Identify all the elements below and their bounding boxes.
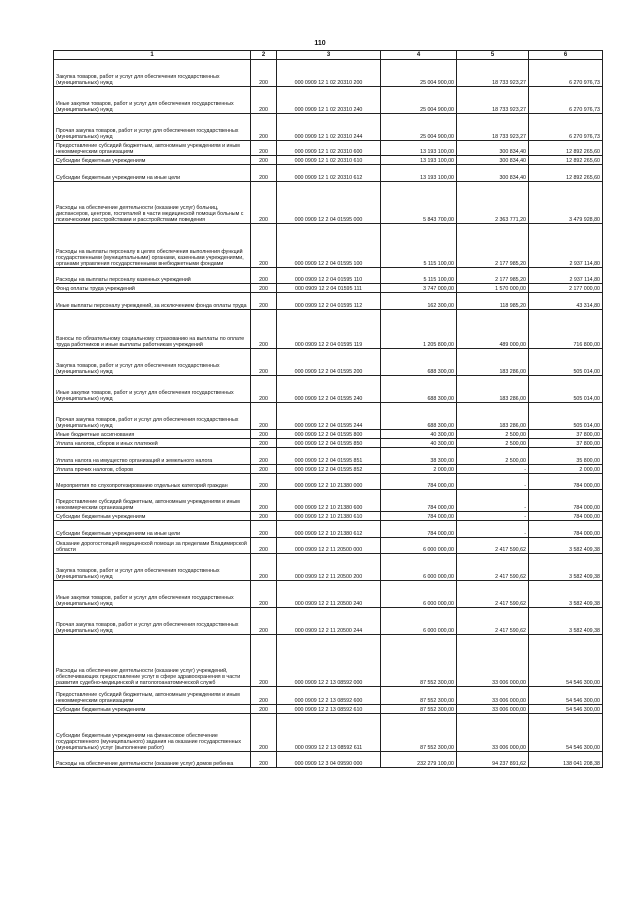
unexecuted-amount-cell: 3 582 409,38 [529,608,603,635]
approved-amount-cell: 784 000,00 [381,490,457,512]
approved-amount-cell: 25 004 900,00 [381,87,457,114]
column-number-header-row [54,51,603,60]
executed-amount-cell: - [457,465,529,474]
budget-classification-code-cell: 000 0909 12 2 10 21380 612 [277,521,381,538]
unexecuted-amount-cell: 3 582 409,38 [529,581,603,608]
row-code-cell: 200 [251,60,277,87]
executed-amount-cell: 33 006 000,00 [457,635,529,687]
row-name-cell: Расходы на обеспечение деятельности (оказание услуг) больниц, диспансеров, центров, госпиталей в части медицинской помощи больным с психическими расстройствами и расстройствами поведения [54,182,251,224]
executed-amount-cell: 2 500,00 [457,439,529,448]
executed-amount-cell: 33 006 000,00 [457,705,529,714]
table-row [54,165,603,182]
table-row [54,60,603,87]
unexecuted-amount-cell: 2 937 114,80 [529,268,603,284]
executed-amount-cell: 33 006 000,00 [457,687,529,705]
approved-amount-cell: 13 193 100,00 [381,156,457,165]
budget-classification-code-cell: 000 0909 12 2 10 21380 000 [277,474,381,490]
table-row [54,554,603,581]
budget-classification-code-cell: 000 0909 12 2 13 08592 600 [277,687,381,705]
table-row [54,538,603,554]
budget-execution-table [53,50,603,768]
unexecuted-amount-cell: 784 000,00 [529,521,603,538]
approved-amount-cell: 13 193 100,00 [381,165,457,182]
row-name-cell: Расходы на выплаты персоналу в целях обеспечения выполнения функций государственными (муниципальными) органами, казенными учреждениями, органами управления государственными внебюджетными фондами [54,224,251,268]
unexecuted-amount-cell: 6 270 976,73 [529,60,603,87]
budget-classification-code-cell: 000 0909 12 1 02 20310 244 [277,114,381,141]
row-name-cell: Прочая закупка товаров, работ и услуг для обеспечения государственных (муниципальных) нужд [54,608,251,635]
unexecuted-amount-cell: 2 937 114,80 [529,224,603,268]
budget-classification-code-cell: 000 0909 12 1 02 20310 600 [277,141,381,156]
row-name-cell: Субсидии бюджетным учреждениям на иные цели [54,165,251,182]
approved-amount-cell: 87 552 300,00 [381,687,457,705]
executed-amount-cell: 2 417 590,62 [457,538,529,554]
unexecuted-amount-cell: 12 892 265,60 [529,141,603,156]
approved-amount-cell: 688 300,00 [381,376,457,403]
approved-amount-cell: 6 000 000,00 [381,608,457,635]
budget-classification-code-cell: 000 0909 12 2 04 01595 850 [277,439,381,448]
executed-amount-cell: 300 834,40 [457,156,529,165]
approved-amount-cell: 38 300,00 [381,448,457,465]
unexecuted-amount-cell: 12 892 265,60 [529,156,603,165]
column-number-1: 1 [54,51,251,60]
unexecuted-amount-cell: 784 000,00 [529,512,603,521]
budget-classification-code-cell: 000 0909 12 2 04 01595 852 [277,465,381,474]
approved-amount-cell: 3 747 000,00 [381,284,457,293]
budget-classification-code-cell: 000 0909 12 1 02 20310 200 [277,60,381,87]
row-name-cell: Расходы на выплаты персоналу казенных учреждений [54,268,251,284]
row-code-cell: 200 [251,87,277,114]
row-code-cell: 200 [251,141,277,156]
budget-classification-code-cell: 000 0909 12 2 04 01595 110 [277,268,381,284]
table-row [54,635,603,687]
table-row [54,439,603,448]
unexecuted-amount-cell: 54 546 300,00 [529,705,603,714]
row-code-cell: 200 [251,705,277,714]
row-code-cell: 200 [251,635,277,687]
row-code-cell: 200 [251,114,277,141]
row-code-cell: 200 [251,156,277,165]
table-row [54,284,603,293]
row-name-cell: Субсидии бюджетным учреждениям на финансовое обеспечение государственного (муниципального) задания на оказание государственных (муниципальных) услуг (выполнение работ) [54,714,251,752]
budget-classification-code-cell: 000 0909 12 3 04 09590 000 [277,752,381,768]
row-code-cell: 200 [251,490,277,512]
row-name-cell: Предоставление субсидий бюджетным, автономным учреждениям и иным некоммерческим организациям [54,687,251,705]
unexecuted-amount-cell: 505 014,00 [529,403,603,430]
budget-classification-code-cell: 000 0909 12 2 11 20500 000 [277,538,381,554]
executed-amount-cell: 2 417 590,62 [457,581,529,608]
unexecuted-amount-cell: 37 800,00 [529,439,603,448]
column-number-5: 5 [457,51,529,60]
approved-amount-cell: 6 000 000,00 [381,554,457,581]
executed-amount-cell: 2 417 590,62 [457,608,529,635]
table-row [54,705,603,714]
row-code-cell: 200 [251,284,277,293]
executed-amount-cell: 2 500,00 [457,448,529,465]
row-name-cell: Иные бюджетные ассигнования [54,430,251,439]
row-code-cell: 200 [251,554,277,581]
table-row [54,490,603,512]
unexecuted-amount-cell: 54 546 300,00 [529,635,603,687]
approved-amount-cell: 87 552 300,00 [381,705,457,714]
approved-amount-cell: 6 000 000,00 [381,538,457,554]
approved-amount-cell: 784 000,00 [381,474,457,490]
table-row [54,448,603,465]
column-number-2: 2 [251,51,277,60]
unexecuted-amount-cell: 54 546 300,00 [529,714,603,752]
table-row [54,224,603,268]
approved-amount-cell: 40 300,00 [381,430,457,439]
executed-amount-cell: 94 237 891,62 [457,752,529,768]
row-code-cell: 200 [251,439,277,448]
executed-amount-cell: 2 417 590,62 [457,554,529,581]
approved-amount-cell: 5 115 100,00 [381,268,457,284]
approved-amount-cell: 5 115 100,00 [381,224,457,268]
row-name-cell: Закупка товаров, работ и услуг для обеспечения государственных (муниципальных) нужд [54,60,251,87]
budget-classification-code-cell: 000 0909 12 2 04 01595 112 [277,293,381,310]
row-name-cell: Расходы на обеспечение деятельности (оказание услуг) домов ребенка [54,752,251,768]
executed-amount-cell: 183 286,00 [457,403,529,430]
executed-amount-cell: 118 985,20 [457,293,529,310]
row-code-cell: 200 [251,403,277,430]
unexecuted-amount-cell: 54 546 300,00 [529,687,603,705]
budget-classification-code-cell: 000 0909 12 2 04 01595 111 [277,284,381,293]
unexecuted-amount-cell: 3 479 928,80 [529,182,603,224]
row-code-cell: 200 [251,430,277,439]
row-name-cell: Предоставление субсидий бюджетным, автономным учреждениям и иным некоммерческим организациям [54,490,251,512]
approved-amount-cell: 87 552 300,00 [381,635,457,687]
table-row [54,268,603,284]
budget-classification-code-cell: 000 0909 12 2 04 01595 100 [277,224,381,268]
row-code-cell: 200 [251,608,277,635]
row-code-cell: 200 [251,268,277,284]
budget-classification-code-cell: 000 0909 12 2 04 01595 851 [277,448,381,465]
executed-amount-cell: 183 286,00 [457,376,529,403]
unexecuted-amount-cell: 716 800,00 [529,310,603,349]
unexecuted-amount-cell: 2 000,00 [529,465,603,474]
budget-classification-code-cell: 000 0909 12 1 02 20310 240 [277,87,381,114]
approved-amount-cell: 162 300,00 [381,293,457,310]
table-row [54,87,603,114]
budget-classification-code-cell: 000 0909 12 2 13 08592 610 [277,705,381,714]
approved-amount-cell: 784 000,00 [381,521,457,538]
row-code-cell: 200 [251,165,277,182]
approved-amount-cell: 6 000 000,00 [381,581,457,608]
row-code-cell: 200 [251,538,277,554]
row-name-cell: Расходы на обеспечение деятельности (оказание услуг) учреждений, обеспечивающих предоставление услуг в сфере здравоохранения в части развития судебно-медицинской и патологоанатомической служб [54,635,251,687]
budget-classification-code-cell: 000 0909 12 2 04 01595 240 [277,376,381,403]
unexecuted-amount-cell: 3 582 409,38 [529,554,603,581]
table-row [54,403,603,430]
approved-amount-cell: 688 300,00 [381,349,457,376]
row-code-cell: 200 [251,521,277,538]
table-row [54,581,603,608]
unexecuted-amount-cell: 2 177 000,00 [529,284,603,293]
table-row [54,310,603,349]
budget-classification-code-cell: 000 0909 12 2 11 20500 240 [277,581,381,608]
page-number: 110 [314,40,326,47]
unexecuted-amount-cell: 37 800,00 [529,430,603,439]
row-name-cell: Уплата налога на имущество организаций и земельного налога [54,448,251,465]
row-code-cell: 200 [251,293,277,310]
table-row [54,141,603,156]
row-code-cell: 200 [251,752,277,768]
approved-amount-cell: 13 193 100,00 [381,141,457,156]
table-row [54,512,603,521]
executed-amount-cell: 300 834,40 [457,141,529,156]
executed-amount-cell: 18 733 923,27 [457,60,529,87]
budget-classification-code-cell: 000 0909 12 2 04 01595 200 [277,349,381,376]
executed-amount-cell: 300 834,40 [457,165,529,182]
budget-classification-code-cell: 000 0909 12 1 02 20310 612 [277,165,381,182]
approved-amount-cell: 784 000,00 [381,512,457,521]
executed-amount-cell: 1 570 000,00 [457,284,529,293]
executed-amount-cell: 489 000,00 [457,310,529,349]
row-code-cell: 200 [251,474,277,490]
table-row [54,293,603,310]
table-row [54,156,603,165]
row-name-cell: Закупка товаров, работ и услуг для обеспечения государственных (муниципальных) нужд [54,554,251,581]
budget-classification-code-cell: 000 0909 12 2 11 20500 200 [277,554,381,581]
row-code-cell: 200 [251,376,277,403]
table-row [54,474,603,490]
approved-amount-cell: 688 300,00 [381,403,457,430]
row-name-cell: Субсидии бюджетным учреждениям на иные цели [54,521,251,538]
table-row [54,687,603,705]
unexecuted-amount-cell: 505 014,00 [529,349,603,376]
row-code-cell: 200 [251,714,277,752]
approved-amount-cell: 25 004 900,00 [381,60,457,87]
row-code-cell: 200 [251,581,277,608]
row-code-cell: 200 [251,349,277,376]
row-name-cell: Иные закупки товаров, работ и услуг для обеспечения государственных (муниципальных) нужд [54,87,251,114]
unexecuted-amount-cell: 505 014,00 [529,376,603,403]
unexecuted-amount-cell: 6 270 976,73 [529,87,603,114]
executed-amount-cell: - [457,490,529,512]
executed-amount-cell: 18 733 923,27 [457,114,529,141]
approved-amount-cell: 5 843 700,00 [381,182,457,224]
approved-amount-cell: 25 004 900,00 [381,114,457,141]
budget-classification-code-cell: 000 0909 12 2 04 01595 119 [277,310,381,349]
table-row [54,608,603,635]
row-name-cell: Оказание дорогостоящей медицинской помощи за пределами Владимирской области [54,538,251,554]
budget-classification-code-cell: 000 0909 12 2 10 21380 600 [277,490,381,512]
row-code-cell: 200 [251,224,277,268]
row-name-cell: Уплата прочих налогов, сборов [54,465,251,474]
unexecuted-amount-cell: 784 000,00 [529,490,603,512]
budget-classification-code-cell: 000 0909 12 2 13 08592 611 [277,714,381,752]
unexecuted-amount-cell: 3 582 409,38 [529,538,603,554]
approved-amount-cell: 1 205 800,00 [381,310,457,349]
row-name-cell: Взносы по обязательному социальному страхованию на выплаты по оплате труда работников и иные выплаты работникам учреждений [54,310,251,349]
executed-amount-cell: - [457,521,529,538]
row-name-cell: Уплата налогов, сборов и иных платежей [54,439,251,448]
budget-classification-code-cell: 000 0909 12 2 13 08592 000 [277,635,381,687]
row-name-cell: Иные закупки товаров, работ и услуг для обеспечения государственных (муниципальных) нужд [54,376,251,403]
row-name-cell: Субсидии бюджетным учреждениям [54,705,251,714]
executed-amount-cell: 2 177 985,20 [457,224,529,268]
row-name-cell: Субсидии бюджетным учреждениям [54,156,251,165]
column-number-6: 6 [529,51,603,60]
unexecuted-amount-cell: 6 270 976,73 [529,114,603,141]
table-row [54,182,603,224]
approved-amount-cell: 40 300,00 [381,439,457,448]
table-row [54,376,603,403]
row-name-cell: Субсидии бюджетным учреждениям [54,512,251,521]
executed-amount-cell: 183 286,00 [457,349,529,376]
approved-amount-cell: 2 000,00 [381,465,457,474]
budget-classification-code-cell: 000 0909 12 2 04 01595 000 [277,182,381,224]
budget-classification-code-cell: 000 0909 12 2 04 01595 244 [277,403,381,430]
row-code-cell: 200 [251,687,277,705]
row-code-cell: 200 [251,182,277,224]
row-name-cell: Мероприятия по слухопротезированию отдельных категорий граждан [54,474,251,490]
row-name-cell: Предоставление субсидий бюджетным, автономным учреждениям и иным некоммерческим организациям [54,141,251,156]
budget-classification-code-cell: 000 0909 12 2 11 20500 244 [277,608,381,635]
executed-amount-cell: 18 733 923,27 [457,87,529,114]
row-name-cell: Фонд оплаты труда учреждений [54,284,251,293]
budget-classification-code-cell: 000 0909 12 2 10 21380 610 [277,512,381,521]
row-name-cell: Прочая закупка товаров, работ и услуг для обеспечения государственных (муниципальных) нужд [54,114,251,141]
column-number-3: 3 [277,51,381,60]
table-row [54,752,603,768]
executed-amount-cell: 33 006 000,00 [457,714,529,752]
budget-classification-code-cell: 000 0909 12 2 04 01595 800 [277,430,381,439]
executed-amount-cell: 2 363 771,20 [457,182,529,224]
row-name-cell: Закупка товаров, работ и услуг для обеспечения государственных (муниципальных) нужд [54,349,251,376]
unexecuted-amount-cell: 784 000,00 [529,474,603,490]
unexecuted-amount-cell: 35 800,00 [529,448,603,465]
row-code-cell: 200 [251,310,277,349]
table-row [54,465,603,474]
table-row [54,114,603,141]
executed-amount-cell: 2 177 985,20 [457,268,529,284]
column-number-4: 4 [381,51,457,60]
row-code-cell: 200 [251,465,277,474]
executed-amount-cell: 2 500,00 [457,430,529,439]
row-name-cell: Иные закупки товаров, работ и услуг для обеспечения государственных (муниципальных) нужд [54,581,251,608]
row-name-cell: Иные выплаты персоналу учреждений, за исключением фонда оплаты труда [54,293,251,310]
table-row [54,349,603,376]
table-row [54,521,603,538]
approved-amount-cell: 232 279 100,00 [381,752,457,768]
executed-amount-cell: - [457,512,529,521]
executed-amount-cell: - [457,474,529,490]
table-row [54,714,603,752]
approved-amount-cell: 87 552 300,00 [381,714,457,752]
row-name-cell: Прочая закупка товаров, работ и услуг для обеспечения государственных (муниципальных) нужд [54,403,251,430]
unexecuted-amount-cell: 138 041 208,38 [529,752,603,768]
unexecuted-amount-cell: 43 314,80 [529,293,603,310]
row-code-cell: 200 [251,512,277,521]
budget-classification-code-cell: 000 0909 12 1 02 20310 610 [277,156,381,165]
table-row [54,430,603,439]
unexecuted-amount-cell: 12 892 265,60 [529,165,603,182]
row-code-cell: 200 [251,448,277,465]
